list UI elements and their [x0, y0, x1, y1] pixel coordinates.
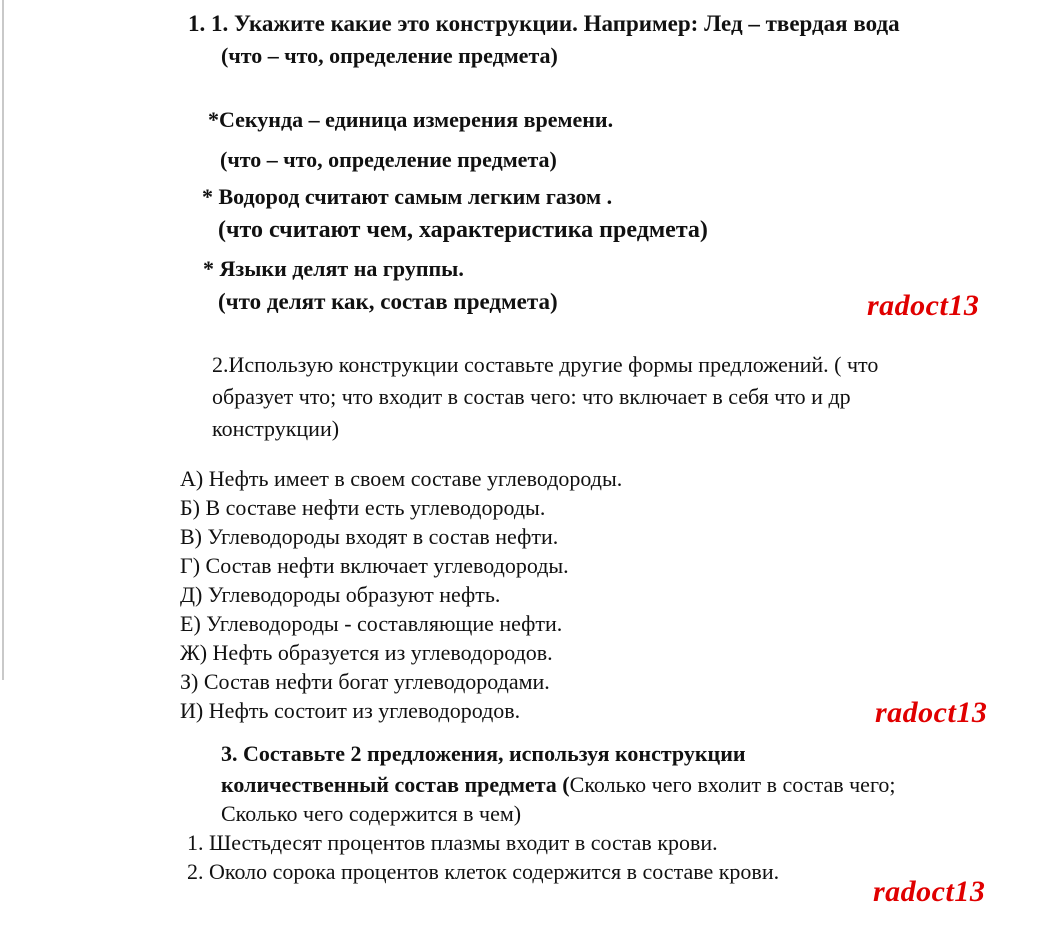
- example-sentence-2: * Водород считают самым легким газом .: [202, 184, 613, 209]
- example-sentence-1: *Секунда – единица измерения времени.: [208, 107, 614, 132]
- section3-answer-1: 1. Шестьдесят процентов плазмы входит в состав крови.: [187, 830, 718, 855]
- answer-e: Е) Углеводороды - составляющие нефти.: [180, 611, 563, 636]
- watermark-3: radoct13: [873, 875, 986, 908]
- watermark-1: radoct13: [867, 289, 980, 322]
- section3-answer-2: 2. Около сорока процентов клеток содержится в составе крови.: [187, 859, 780, 884]
- answer-g: Г) Состав нефти включает углеводороды.: [180, 553, 569, 578]
- answer-i: И) Нефть состоит из углеводородов.: [180, 698, 521, 723]
- section2-task-line3: конструкции): [212, 416, 340, 441]
- answer-v: В) Углеводороды входят в состав нефти.: [180, 524, 559, 549]
- section3-task-line2-normal: Сколько чего вхолит в состав чего;: [569, 772, 896, 797]
- example-construction-3: (что делят как, состав предмета): [218, 289, 558, 314]
- answer-zh: Ж) Нефть образуется из углеводородов.: [180, 640, 553, 665]
- answer-d: Д) Углеводороды образуют нефть.: [180, 582, 501, 607]
- section3-task-line2-bold: количественный состав предмета (: [221, 772, 570, 797]
- section3-task-line1: 3. Составьте 2 предложения, используя конструкции: [221, 741, 746, 766]
- answer-a: А) Нефть имеет в своем составе углеводороды.: [180, 466, 623, 491]
- section3-task-line2: [221, 774, 896, 796]
- answer-b: Б) В составе нефти есть углеводороды.: [180, 495, 546, 520]
- example-construction-1: (что – что, определение предмета): [220, 147, 557, 172]
- section2-task-line2: образует что; что входит в состав чего: что включает в себя что и др: [212, 384, 851, 409]
- watermark-2: radoct13: [875, 696, 988, 729]
- example-construction-2: (что считают чем, характеристика предмета): [218, 217, 708, 243]
- section1-heading-line1: 1. 1. Укажите какие это конструкции. Например: Лед – твердая вода: [188, 11, 900, 36]
- answer-z: З) Состав нефти богат углеводородами.: [180, 669, 550, 694]
- page-edge-line: [2, 0, 4, 680]
- section2-task-line1: 2.Использую конструкции составьте другие формы предложений. ( что: [212, 352, 879, 377]
- example-sentence-3: * Языки делят на группы.: [203, 256, 464, 281]
- section3-task-line3: Сколько чего содержится в чем): [221, 801, 522, 826]
- section1-heading-line2: (что – что, определение предмета): [221, 43, 558, 68]
